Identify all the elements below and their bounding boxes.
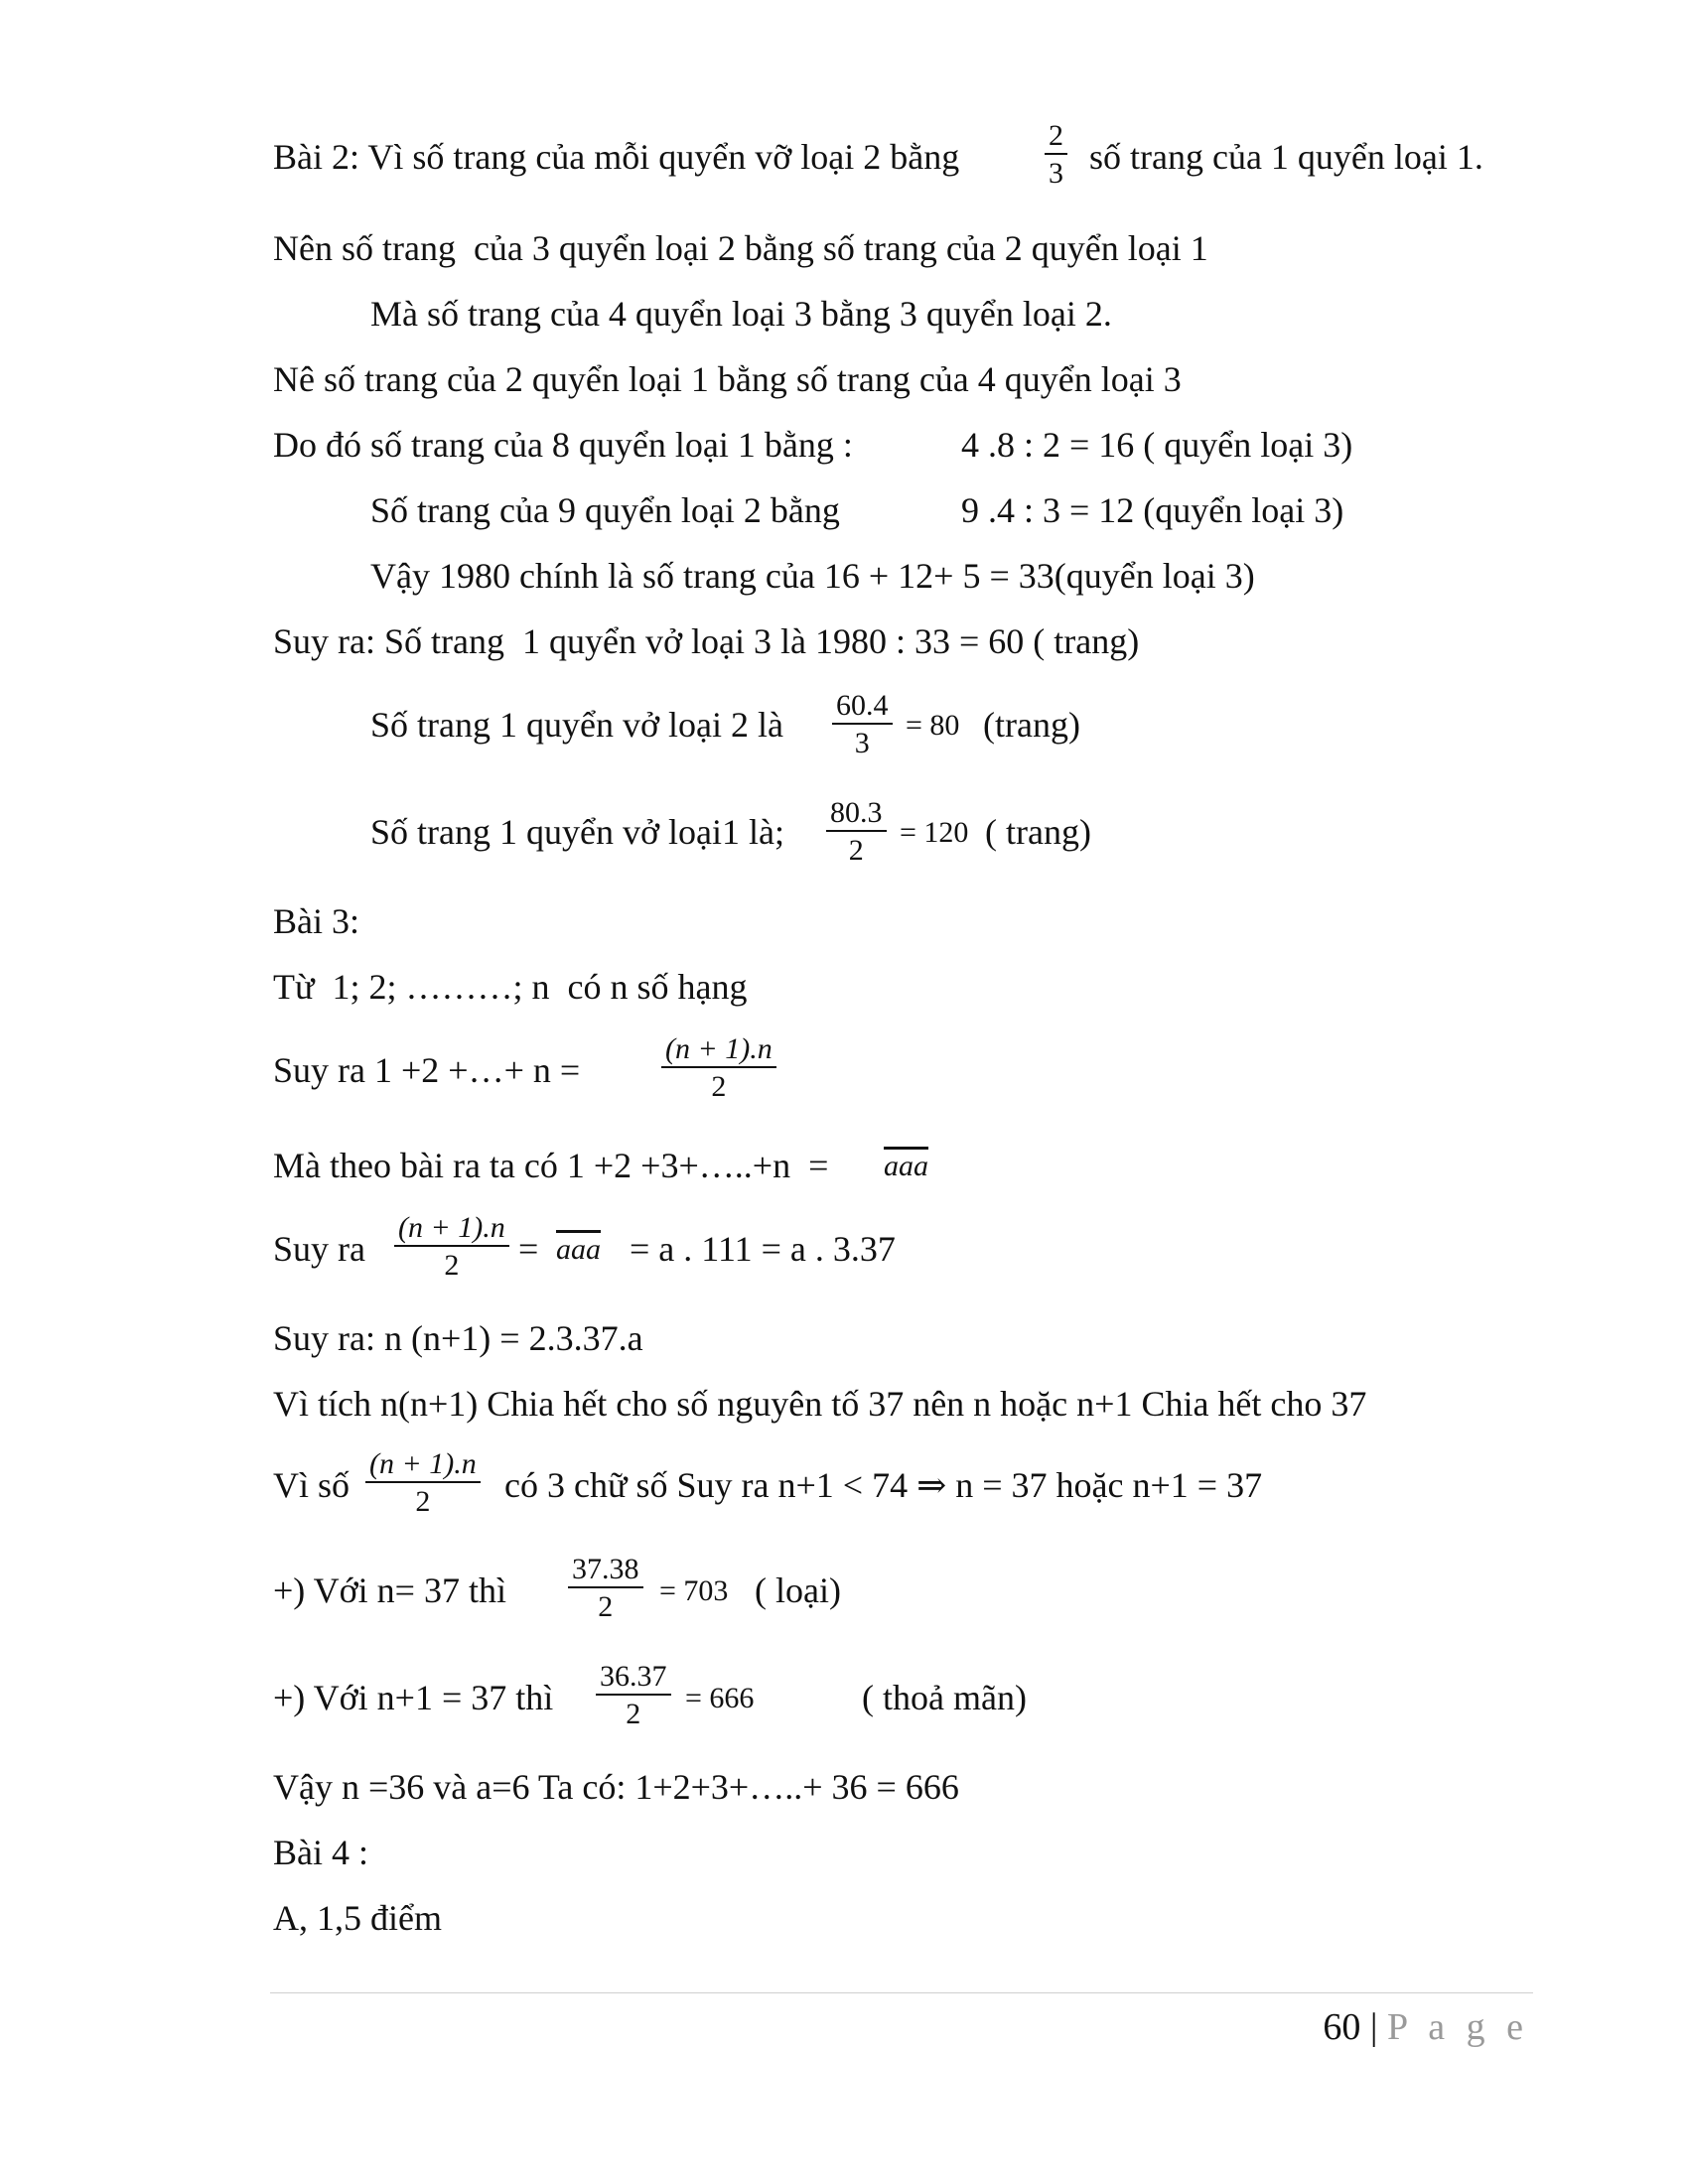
text-line: (trang) (983, 705, 1080, 745)
text-line: Vì số (273, 1465, 351, 1505)
page-footer (1323, 2005, 1529, 2049)
fraction-n-plus-1-n-over-2 (394, 1211, 509, 1283)
text-line: = a . 111 = a . 3.37 (630, 1229, 896, 1269)
frac-den: 2 (568, 1586, 643, 1624)
text-line: = (518, 1229, 539, 1269)
text-line: Số trang 1 quyển vở loại1 là; (370, 812, 784, 852)
text-line: Do đó số trang của 8 quyển loại 1 bằng : (273, 425, 853, 465)
frac-num: (n + 1).n (369, 1447, 477, 1480)
text-line: ( trang) (985, 812, 1091, 852)
page-separator: | (1369, 2006, 1378, 2048)
text-line: Suy ra: Số trang 1 quyển vở loại 3 là 1980 : 33 = 60 ( trang) (273, 621, 1140, 661)
overline-aaa: $\overline{aaa}$ (556, 1233, 601, 1266)
footer-divider (270, 1992, 1533, 1993)
fraction-two-thirds (1045, 119, 1067, 191)
text-line: Nê số trang của 2 quyển loại 1 bằng số trang của 4 quyển loại 3 (273, 359, 1182, 399)
frac-result: = 666 (685, 1682, 755, 1714)
frac-den: 2 (596, 1694, 671, 1731)
frac-den: 3 (1045, 153, 1067, 191)
frac-result: = 703 (659, 1574, 729, 1607)
text-line: 9 .4 : 3 = 12 (quyển loại 3) (961, 490, 1344, 530)
text-line: +) Với n+1 = 37 thì (273, 1678, 554, 1717)
text-line: Mà số trang của 4 quyển loại 3 bằng 3 quyển loại 2. (370, 294, 1112, 334)
overline-aaa: $\overline{aaa}$ (884, 1150, 928, 1182)
text-line: Suy ra 1 +2 +…+ n = (273, 1050, 581, 1090)
text-line: A, 1,5 điểm (273, 1898, 442, 1938)
fraction-37-38-over-2 (568, 1553, 643, 1624)
text-line: có 3 chữ số Suy ra n+1 < 74 ⇒ n = 37 hoặc n+1 = 37 (504, 1465, 1263, 1505)
text-line: Số trang của 9 quyển loại 2 bằng (370, 490, 840, 530)
b2-line-1a: Bài 2: Vì số trang của mỗi quyển vỡ loại 2 bằng (273, 137, 960, 177)
frac-num: 2 (1049, 119, 1063, 152)
text-line: Mà theo bài ra ta có 1 +2 +3+…..+n = (273, 1146, 829, 1185)
text-line: 4 .8 : 2 = 16 ( quyển loại 3) (961, 425, 1353, 465)
frac-num: 60.4 (836, 689, 889, 722)
text-line: +) Với n= 37 thì (273, 1570, 506, 1610)
frac-result: = 120 (900, 816, 969, 849)
page-number: 60 (1323, 2006, 1361, 2048)
frac-result: = 80 (906, 709, 960, 742)
section-heading: Bài 4 : (273, 1833, 368, 1872)
text-line: ( loại) (755, 1570, 841, 1610)
frac-num: 37.38 (572, 1553, 639, 1585)
section-heading: Bài 3: (273, 901, 359, 941)
frac-num: (n + 1).n (398, 1211, 505, 1244)
text-line: Vậy n =36 và a=6 Ta có: 1+2+3+…..+ 36 = 666 (273, 1767, 959, 1807)
text-line: Số trang 1 quyển vở loại 2 là (370, 705, 783, 745)
frac-den: 2 (826, 830, 887, 868)
text-line: Suy ra (273, 1229, 365, 1269)
frac-den: 2 (394, 1245, 509, 1283)
text-line: Nên số trang của 3 quyển loại 2 bằng số trang của 2 quyển loại 1 (273, 228, 1208, 268)
frac-den: 3 (832, 723, 893, 760)
b2-line-1b: số trang của 1 quyển loại 1. (1089, 137, 1483, 177)
page-label: P a g e (1387, 2006, 1529, 2048)
fraction-n-plus-1-n-over-2 (661, 1032, 776, 1104)
text-line: Từ 1; 2; ………; n có n số hạng (273, 967, 748, 1007)
frac-num: 36.37 (600, 1660, 667, 1693)
text-line: Vậy 1980 chính là số trang của 16 + 12+ 5 = 33(quyển loại 3) (370, 556, 1255, 596)
frac-num: 80.3 (830, 796, 883, 829)
frac-den: 2 (365, 1481, 481, 1519)
fraction-80-3-over-2 (826, 796, 887, 868)
fraction-60-4-over-3 (832, 689, 893, 760)
text-line: Suy ra: n (n+1) = 2.3.37.a (273, 1318, 643, 1358)
text-line: ( thoả mãn) (862, 1678, 1027, 1717)
frac-den: 2 (661, 1066, 776, 1104)
frac-num: (n + 1).n (665, 1032, 773, 1065)
fraction-36-37-over-2 (596, 1660, 671, 1731)
text-line: Vì tích n(n+1) Chia hết cho số nguyên tố 37 nên n hoặc n+1 Chia hết cho 37 (273, 1384, 1367, 1424)
fraction-n-plus-1-n-over-2 (365, 1447, 481, 1519)
